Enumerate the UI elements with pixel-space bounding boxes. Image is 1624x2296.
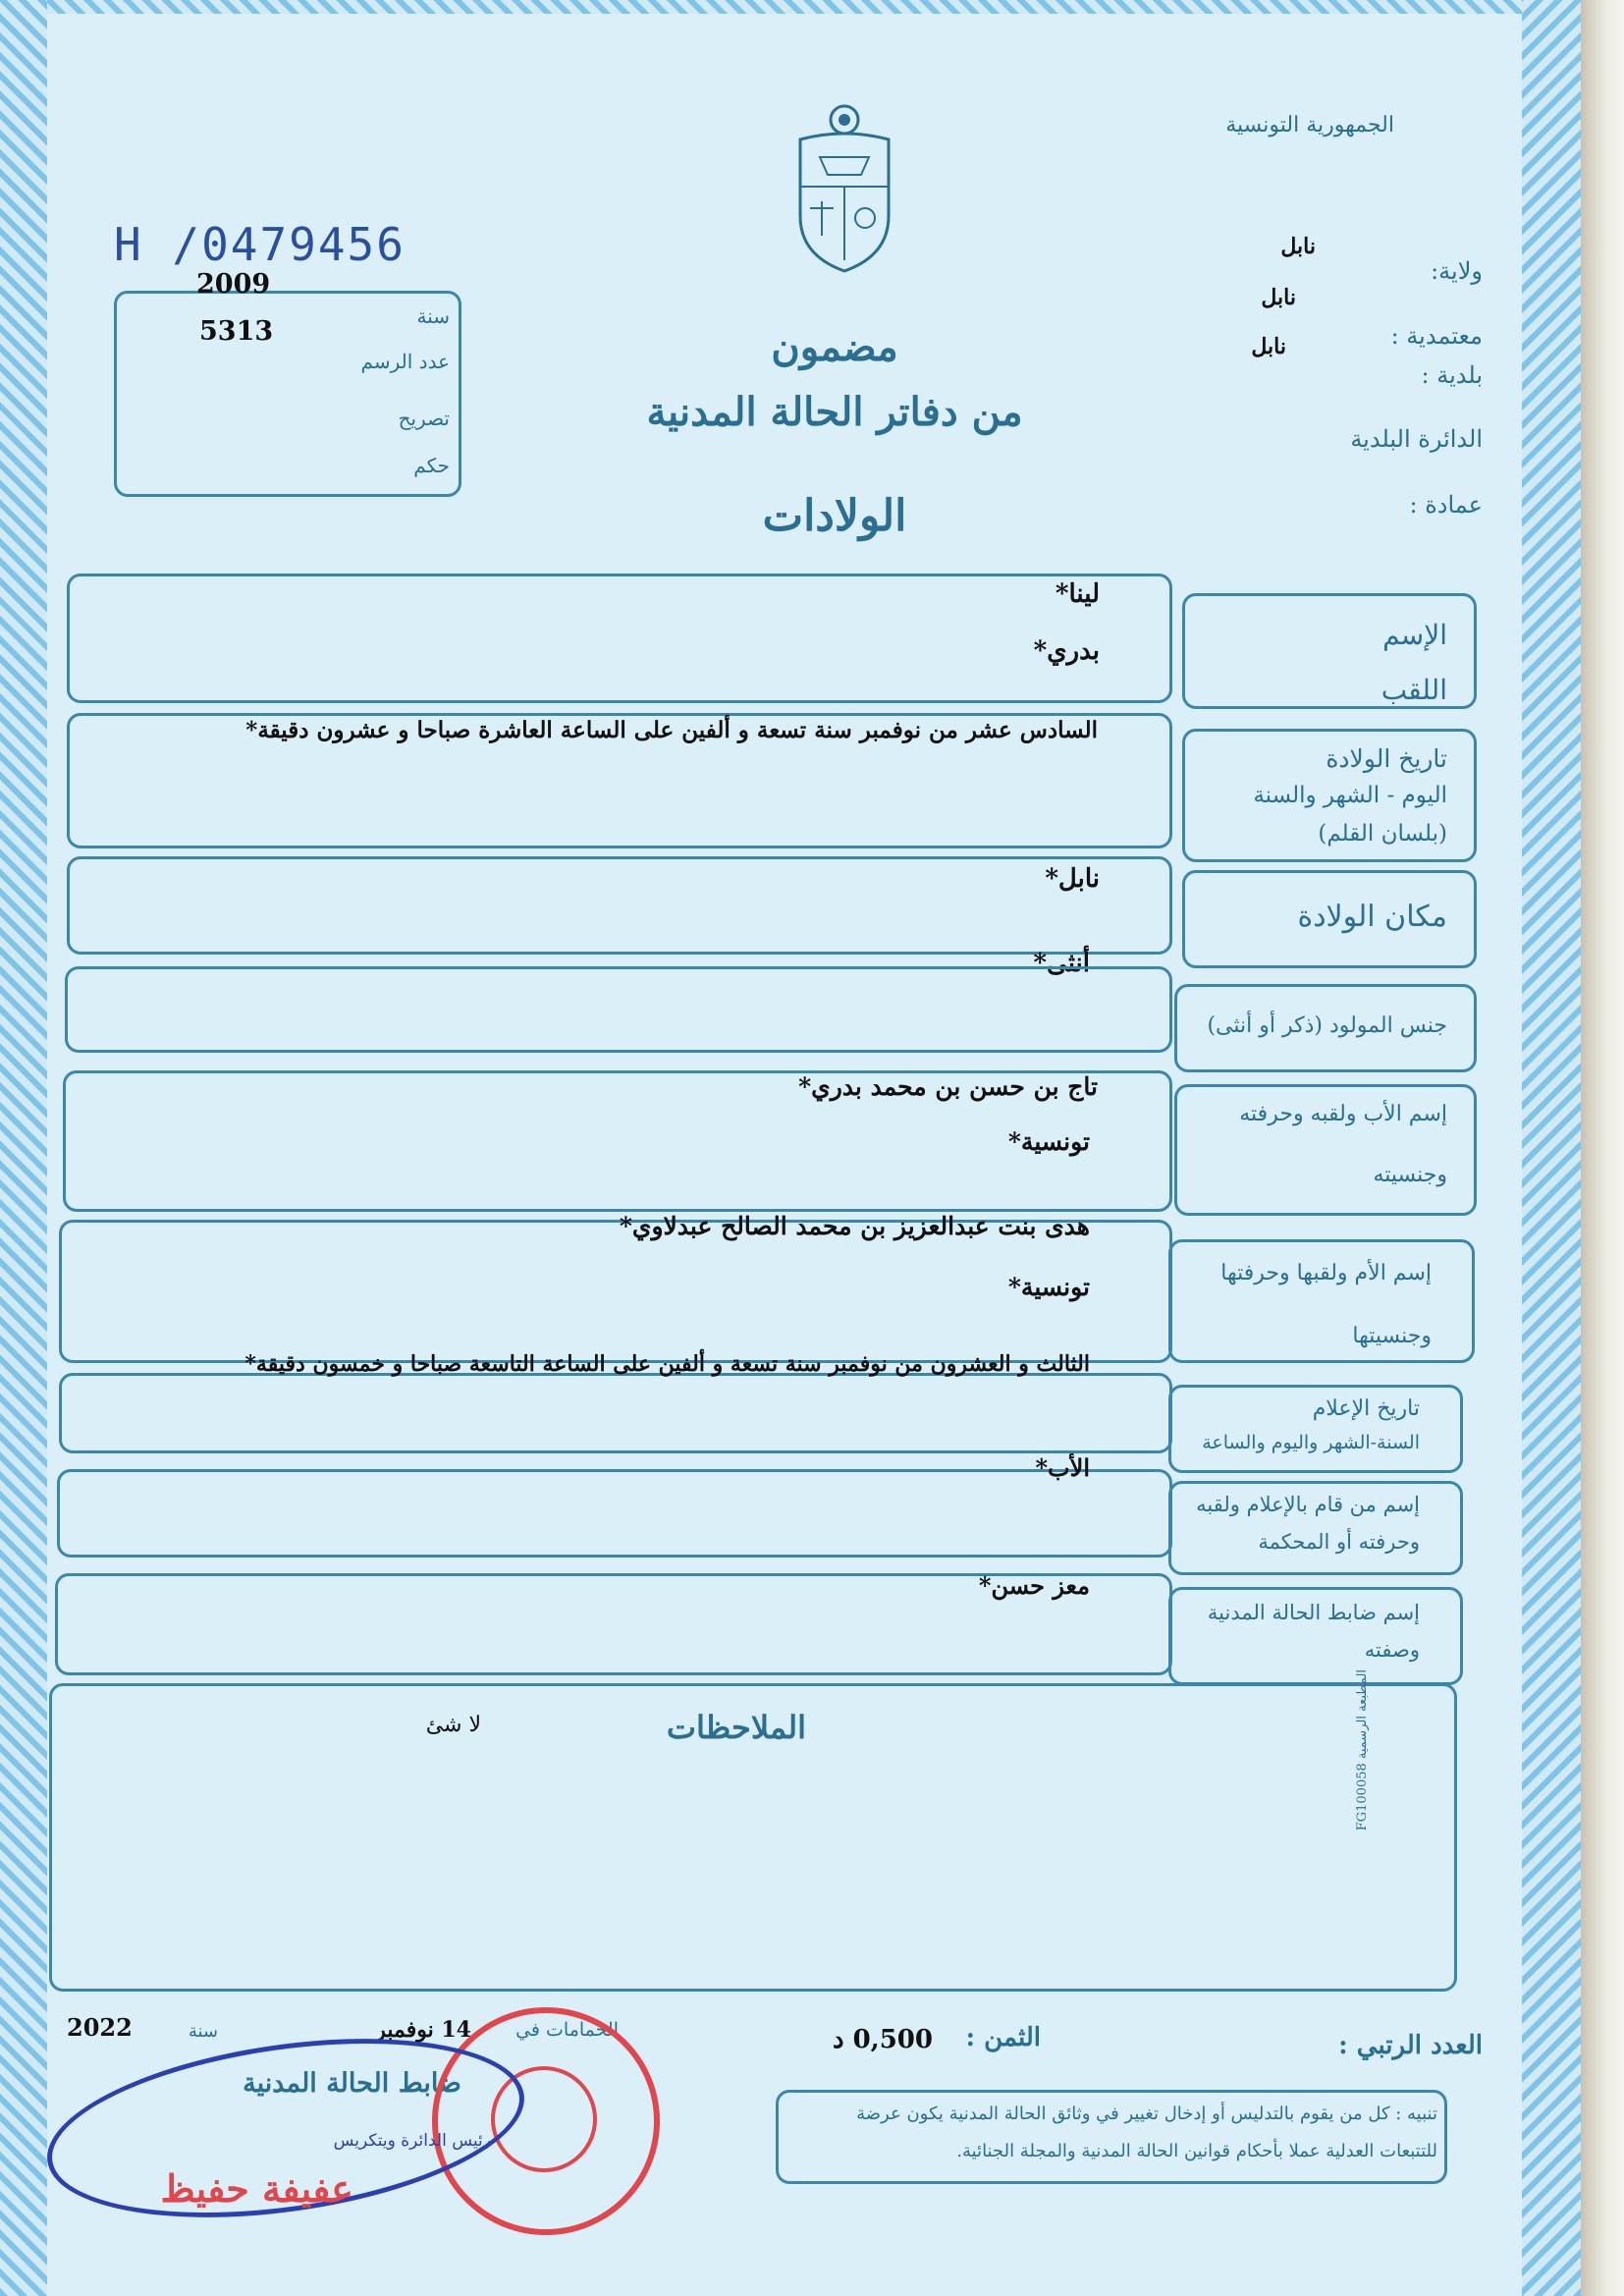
registry-judgment-label: حكم [413,454,450,477]
father-nationality-label: وجنسيته [1373,1163,1447,1187]
date-value: 14 نوفمبر [375,2017,471,2043]
serial-number: H /0479456 [114,218,406,271]
value-box [65,966,1172,1053]
first-name-value: لينا* [1055,579,1100,609]
declaration-date-value: الثالث و العشرون من نوفمبر سنة تسعة و ألفين على الساعة التاسعة صباحا و خمسون دقيقة* [244,1351,1090,1377]
year-label: سنة [188,2021,218,2042]
birth-date-value: السادس عشر من نوفمبر سنة تسعة و ألفين على الساعة العاشرة صباحا و عشرون دقيقة* [245,717,1098,743]
governorate-value: نابل [1280,234,1316,259]
birth-date-sublabel: اليوم - الشهر والسنة [1253,783,1447,808]
price-value: 0,500 د [832,2025,933,2054]
gender-label: جنس المولود (ذكر أو أنثى) [1207,1013,1447,1038]
birth-place-value: نابل* [1045,864,1100,894]
father-nationality-value: تونسية* [1007,1127,1090,1156]
value-box [57,1469,1172,1558]
title-line1: مضمون [771,324,898,370]
declarant-label: إسم من قام بالإعلام ولقبه [1196,1493,1420,1516]
mother-label: إسم الأم ولقبها وحرفتها [1220,1261,1432,1285]
year-value: 2022 [67,2013,133,2042]
republic-label: الجمهورية التونسية [1225,113,1394,137]
printer-mark: المطبعة الرسمية FG100058 [1355,1669,1370,1831]
registrar-label: إسم ضابط الحالة المدنية [1207,1601,1420,1624]
registry-declaration-label: تصريح [398,407,450,430]
officer-role: رئيس الدائرة ويتكريس [333,2131,491,2151]
declarant-profession-label: وحرفته أو المحكمة [1258,1530,1420,1554]
mother-nationality-label: وجنسيتها [1352,1324,1432,1348]
registrar-value: معز حسن* [978,1571,1090,1600]
remarks-value: لا شئ [425,1713,481,1737]
surname-label: اللقب [1380,674,1447,706]
officer-label: ضابط الحالة المدنية [243,2068,461,2099]
registry-number-label: عدد الرسم [360,350,450,373]
name-label: الإسم [1382,619,1447,651]
registry-number-value: 5313 [199,316,274,347]
delegation-value: نابل [1261,285,1296,310]
ordinal-label: العدد الرتبي : [1338,2031,1483,2060]
birth-date-words-label: (بلسان القلم) [1318,821,1447,847]
municipality-label: بلدية : [1421,361,1483,389]
birth-place-label: مكان الولادة [1297,900,1447,934]
district-label: الدائرة البلدية [1350,425,1483,453]
municipality-value: نابل [1251,334,1286,359]
declaration-date-label: تاريخ الإعلام [1312,1396,1420,1421]
registry-year-value: 2009 [196,269,271,300]
registrar-title-label: وصفته [1364,1638,1420,1662]
father-value: تاج بن حسن بن محمد بدري* [798,1072,1098,1101]
value-box [59,1373,1172,1453]
remarks-label: الملاحظات [666,1709,807,1746]
registry-year-label: سنة [416,304,450,328]
paper-edge-shadow [1581,0,1624,2296]
gender-value: أنثى* [1033,949,1090,978]
declaration-date-sublabel: السنة-الشهر واليوم والساعة [1202,1432,1420,1453]
mother-value: هدى بنت عبدالعزيز بن محمد الصالح عبدلاوي* [619,1212,1090,1240]
security-border-left [0,0,47,2296]
father-label: إسم الأب ولقبه وحرفته [1239,1102,1447,1126]
price-label: الثمن : [965,2023,1041,2052]
tunisia-coat-of-arms-icon [790,98,898,275]
warning-line1: تنبيه : كل من يقوم بالتدليس أو إدخال تغيير في وثائق الحالة المدنية يكون عرضة [856,2104,1437,2124]
mother-nationality-value: تونسية* [1007,1273,1090,1301]
security-border-right [1522,0,1581,2296]
place-label: الحمامات في [515,2019,619,2041]
security-border-top [0,0,1581,14]
declarant-value: الأب* [1035,1453,1090,1482]
surname-value: بدري* [1033,636,1100,666]
title-line2: من دفاتر الحالة المدنية [646,389,1023,435]
warning-line2: للتتبعات العدلية عملا بأحكام قوانين الحالة المدنية والمجلة الجنائية. [956,2141,1437,2161]
birth-date-label: تاريخ الولادة [1326,744,1447,773]
omda-label: عمادة : [1409,491,1483,519]
delegation-label: معتمدية : [1390,322,1483,350]
officer-name: عفيفة حفيظ [160,2166,353,2211]
governorate-label: ولاية: [1431,257,1483,285]
section-title: الولادات [762,491,907,541]
